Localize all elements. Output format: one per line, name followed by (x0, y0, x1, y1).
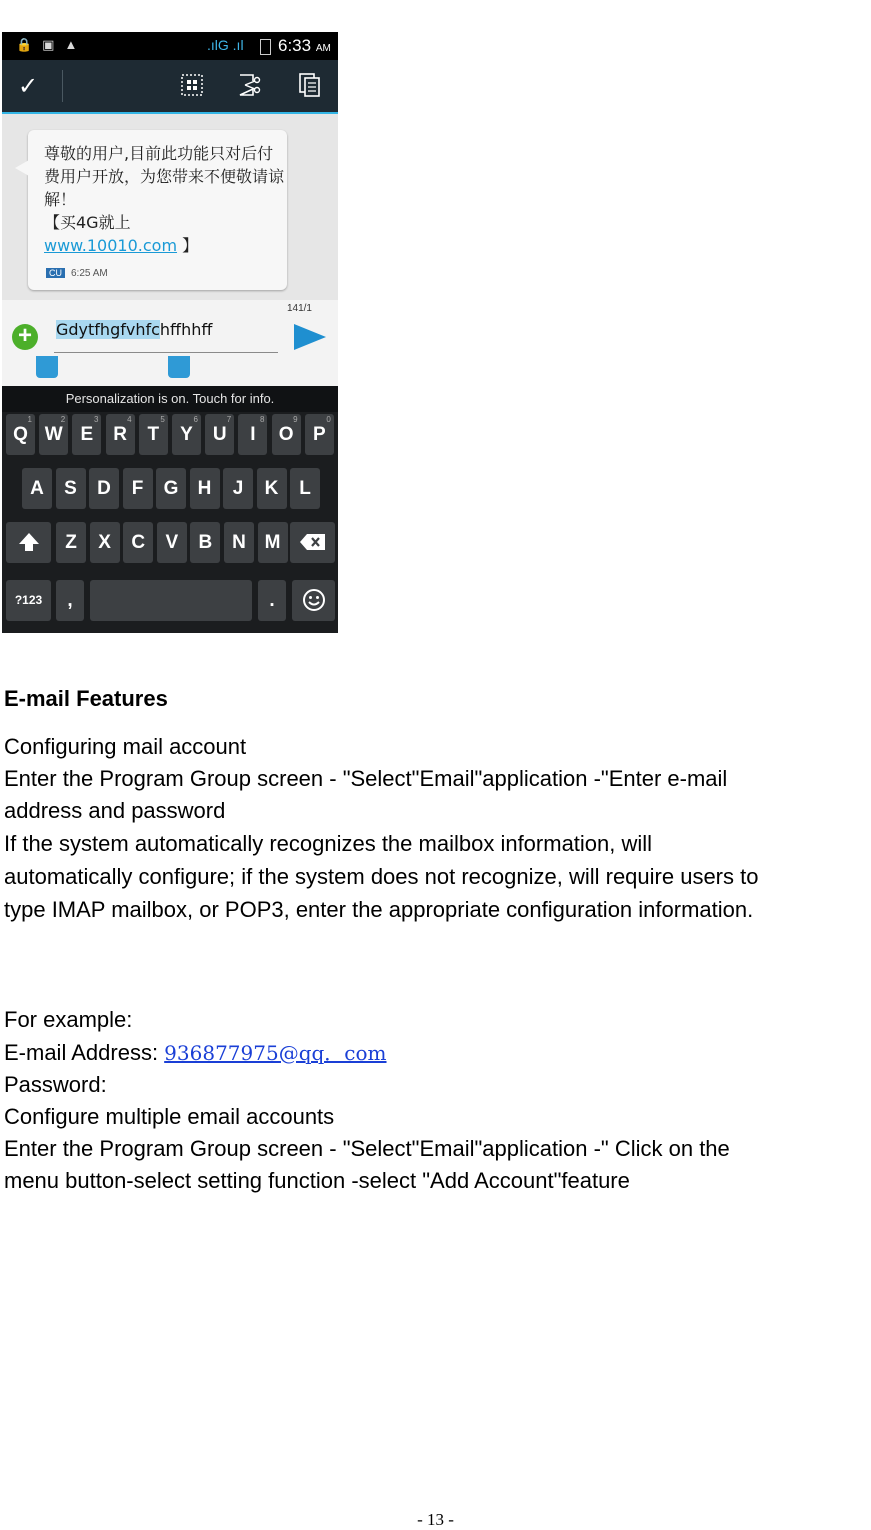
paragraph: Configuring mail account (4, 734, 247, 759)
key-h[interactable]: H (190, 468, 220, 509)
char-counter: 141/1 (286, 303, 312, 314)
bubble-tail (15, 160, 29, 176)
paragraph: type IMAP mailbox, or POP3, enter the appropriate configuration information. (4, 897, 754, 922)
key-g[interactable]: G (156, 468, 186, 509)
key-k[interactable]: K (257, 468, 287, 509)
paragraph: Configure multiple email accounts (4, 1104, 335, 1129)
email-line: E-mail Address: 936877975@qq．com (4, 1040, 387, 1065)
message-time: 6:25 AM (71, 268, 108, 279)
selection-handle-left[interactable] (36, 356, 58, 378)
message-input[interactable]: Gdytfhgfvhfchffhhff (56, 320, 213, 339)
page-number: - 13 - (417, 1510, 454, 1529)
key-q[interactable]: Q 1 (6, 414, 35, 455)
sender-badge: CU (46, 268, 65, 278)
key-u[interactable]: U 7 (205, 414, 234, 455)
email-address-link[interactable]: 936877975@qq．com (164, 1041, 387, 1065)
key-e[interactable]: E 3 (72, 414, 101, 455)
backspace-key[interactable] (290, 522, 335, 563)
key-v[interactable]: V (157, 522, 187, 563)
paragraph: Enter the Program Group screen - "Select"Email"application -" Click on the (4, 1136, 730, 1161)
key-b[interactable]: B (190, 522, 220, 563)
key-t[interactable]: T 5 (139, 414, 168, 455)
paragraph: Enter the Program Group screen - "Select"Email"application -"Enter e-mail (4, 766, 728, 791)
key-m[interactable]: M (258, 522, 288, 563)
input-underline (54, 352, 278, 353)
signal-icon: .ıl (207, 37, 218, 53)
key-hint: 6 (193, 415, 198, 424)
key-a[interactable]: A (22, 468, 52, 509)
composer (2, 300, 338, 386)
selected-text: Gdytfhgfvhfc (56, 320, 160, 339)
action-bar (2, 60, 338, 114)
message-link[interactable]: www.10010.com (44, 236, 178, 255)
key-j[interactable]: J (223, 468, 253, 509)
send-icon[interactable] (294, 324, 326, 350)
paragraph: If the system automatically recognizes the mailbox information, will (4, 831, 653, 856)
message-text: 尊敬的用户,目前此功能只对后付费用户开放，为您带来不便敬请谅解！ 【买4G就上 www.10010.com 】 (44, 144, 285, 255)
shift-icon (17, 531, 41, 553)
status-bar (2, 32, 338, 60)
backspace-icon (299, 533, 327, 551)
period-key[interactable]: . (258, 580, 286, 621)
paragraph: For example: (4, 1007, 133, 1032)
key-y[interactable]: Y 6 (172, 414, 201, 455)
message-thread (2, 114, 338, 300)
phone-screenshot (2, 32, 338, 633)
cut-icon[interactable] (237, 72, 261, 98)
key-i[interactable]: I 8 (238, 414, 267, 455)
divider (62, 70, 63, 102)
message-meta (46, 268, 108, 279)
paragraph: address and password (4, 798, 226, 823)
key-hint: 5 (160, 415, 165, 424)
network-indicator: .ılG .ıl (207, 37, 244, 53)
key-d[interactable]: D (89, 468, 119, 509)
key-l[interactable]: L (290, 468, 320, 509)
paragraph: Password: (4, 1072, 107, 1097)
select-all-icon[interactable] (180, 72, 204, 98)
key-n[interactable]: N (224, 522, 254, 563)
smiley-icon (302, 588, 326, 612)
spacebar[interactable] (90, 580, 252, 621)
section-heading: E-mail Features (4, 686, 168, 711)
key-x[interactable]: X (90, 522, 120, 563)
attach-plus-icon[interactable]: + (12, 324, 38, 350)
key-hint: 3 (93, 415, 99, 424)
notification-icons: 🔒▣▲ (16, 37, 88, 52)
key-z[interactable]: Z (56, 522, 86, 563)
message-bubble[interactable] (28, 130, 287, 290)
key-hint: 1 (27, 415, 32, 424)
battery-icon (260, 39, 271, 55)
comma-key[interactable]: , (56, 580, 84, 621)
key-o[interactable]: O 9 (272, 414, 301, 455)
key-hint: 4 (127, 415, 132, 424)
paragraph: menu button-select setting function -select "Add Account"feature (4, 1168, 630, 1193)
shift-key[interactable] (6, 522, 51, 563)
key-w[interactable]: W 2 (39, 414, 68, 455)
signal-icon: .ıl (228, 37, 244, 53)
emoji-key[interactable] (292, 580, 335, 621)
done-check-icon[interactable]: ✓ (18, 73, 39, 100)
paragraph: automatically configure; if the system does not recognize, will require users to (4, 864, 759, 889)
key-hint: 0 (326, 415, 331, 424)
key-hint: 9 (293, 415, 298, 424)
key-s[interactable]: S (56, 468, 86, 509)
key-p[interactable]: P 0 (305, 414, 334, 455)
copy-icon[interactable] (298, 72, 322, 98)
personalization-hint[interactable]: Personalization is on. Touch for info. (2, 386, 338, 412)
key-f[interactable]: F (123, 468, 153, 509)
key-c[interactable]: C (123, 522, 153, 563)
key-hint: 8 (259, 415, 265, 424)
keyboard (2, 412, 338, 633)
key-hint: 2 (60, 415, 66, 424)
key-hint: 7 (226, 415, 232, 424)
symbols-key[interactable]: ?123 (6, 580, 51, 621)
status-clock: 6:33 AM (278, 36, 331, 55)
key-r[interactable]: R 4 (106, 414, 135, 455)
selection-handle-right[interactable] (168, 356, 190, 378)
